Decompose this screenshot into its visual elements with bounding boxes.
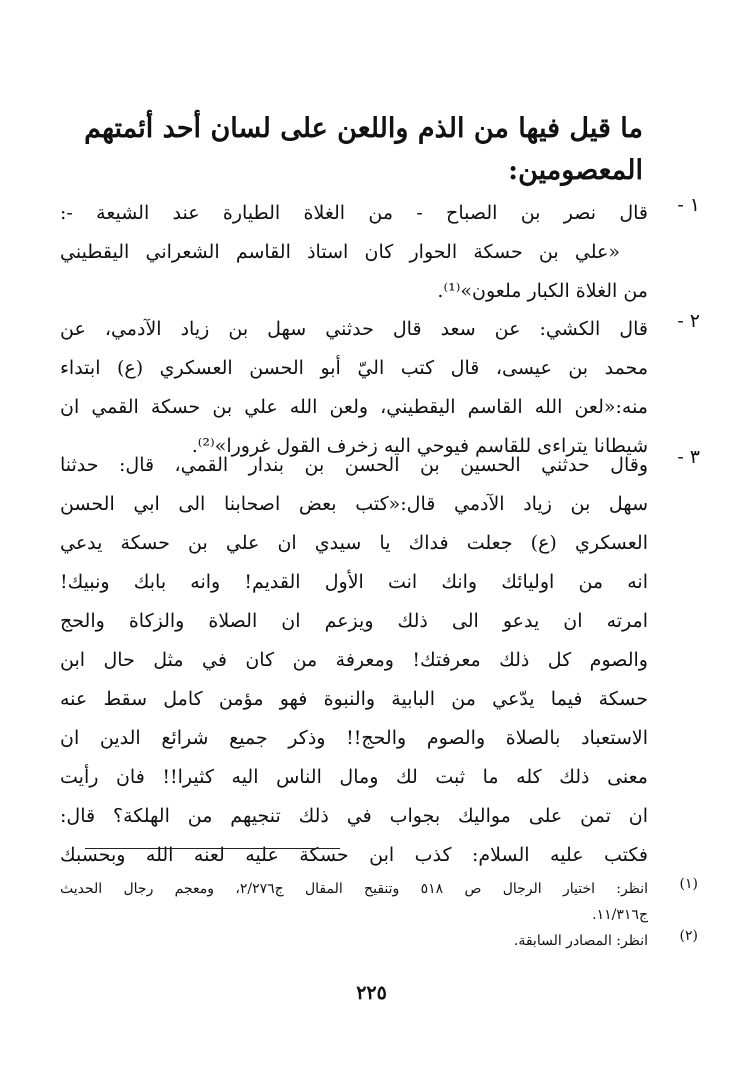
footnote-line: ج١١/٣١٦. [592, 907, 648, 923]
footnote-line: انظر: المصادر السابقة. [513, 933, 648, 949]
footnote-1 [60, 876, 698, 928]
paragraph-line: انه من اوليائك وانك انت الأول القديم! وانه بابك ونبيك! [60, 571, 648, 593]
page-number: ٢٢٥ [356, 982, 387, 1004]
numbered-paragraph-2 [60, 310, 700, 466]
footnote-2 [60, 928, 698, 954]
paragraph-line: شيطانا يتراءى للقاسم فيوحي اليه زخرف القول غرورا»⁽²⁾. [191, 435, 648, 457]
footnote-line: انظر: اختيار الرجال ص ٥١٨ وتنقيح المقال ج٢/٢٧٦، ومعجم رجال الحديث [60, 881, 648, 897]
heading-line-1: ما قيل فيها من الذم واللعن على لسان أحد أئمتهم [84, 113, 643, 144]
section-heading [70, 108, 643, 192]
paragraph-line: والصوم كل ذلك معرفتك! ومعرفة من كان في مثل حال ابن [60, 649, 648, 671]
paragraph-number: ١ - [677, 194, 700, 216]
footnote-number: (١) [679, 876, 698, 892]
paragraph-number: ٣ - [677, 446, 700, 468]
paragraph-line: منه:«لعن الله القاسم اليقطيني، ولعن الله علي بن حسكة القمي ان [60, 396, 648, 418]
numbered-paragraph-3 [60, 446, 700, 875]
footnote-separator [85, 848, 340, 849]
paragraph-line: امرته ان يدعو الى ذلك ويزعم ان الصلاة والزكاة والحج [60, 610, 648, 632]
paragraph-number: ٢ - [677, 310, 700, 332]
paragraph-line: محمد بن عيسى، قال كتب اليّ أبو الحسن العسكري (ع) ابتداء [60, 357, 648, 379]
heading-line-2: المعصومين: [508, 155, 643, 186]
paragraph-line: «علي بن حسكة الحوار كان استاذ القاسم الشعراني اليقطيني [60, 241, 620, 263]
paragraph-line: وقال حدثني الحسين بن الحسن بن بندار القمي، قال: حدثنا [60, 454, 648, 476]
numbered-paragraph-1 [60, 194, 700, 311]
paragraph-line: من الغلاة الكبار ملعون»⁽¹⁾. [437, 280, 648, 302]
paragraph-line: ان تمن على مواليك بجواب في ذلك تنجيهم من الهلكة؟ قال: [60, 805, 648, 827]
paragraph-line: قال الكشي: عن سعد قال حدثني سهل بن زياد الآدمي، عن [60, 318, 648, 340]
paragraph-line: قال نصر بن الصباح - من الغلاة الطيارة عند الشيعة -: [60, 202, 648, 224]
paragraph-line: الاستعباد بالصلاة والصوم والحج!! وذكر جميع شرائع الدين ان [60, 727, 648, 749]
footnote-number: (٢) [679, 928, 698, 944]
paragraph-line: العسكري (ع) جعلت فداك يا سيدي ان علي بن حسكة يدعي [60, 532, 648, 554]
paragraph-line: سهل بن زياد الآدمي قال:«كتب بعض اصحابنا الى ابي الحسن [60, 493, 648, 515]
paragraph-line: حسكة فيما يدّعي من البابية والنبوة فهو مؤمن كامل سقط عنه [60, 688, 648, 710]
paragraph-line: فكتب عليه السلام: كذب ابن حسكة عليه لعنه الله وبحسبك [60, 844, 648, 866]
paragraph-line: معنى ذلك كله ما ثبت لك ومال الناس اليه كثيرا!! فان رأيت [60, 766, 648, 788]
